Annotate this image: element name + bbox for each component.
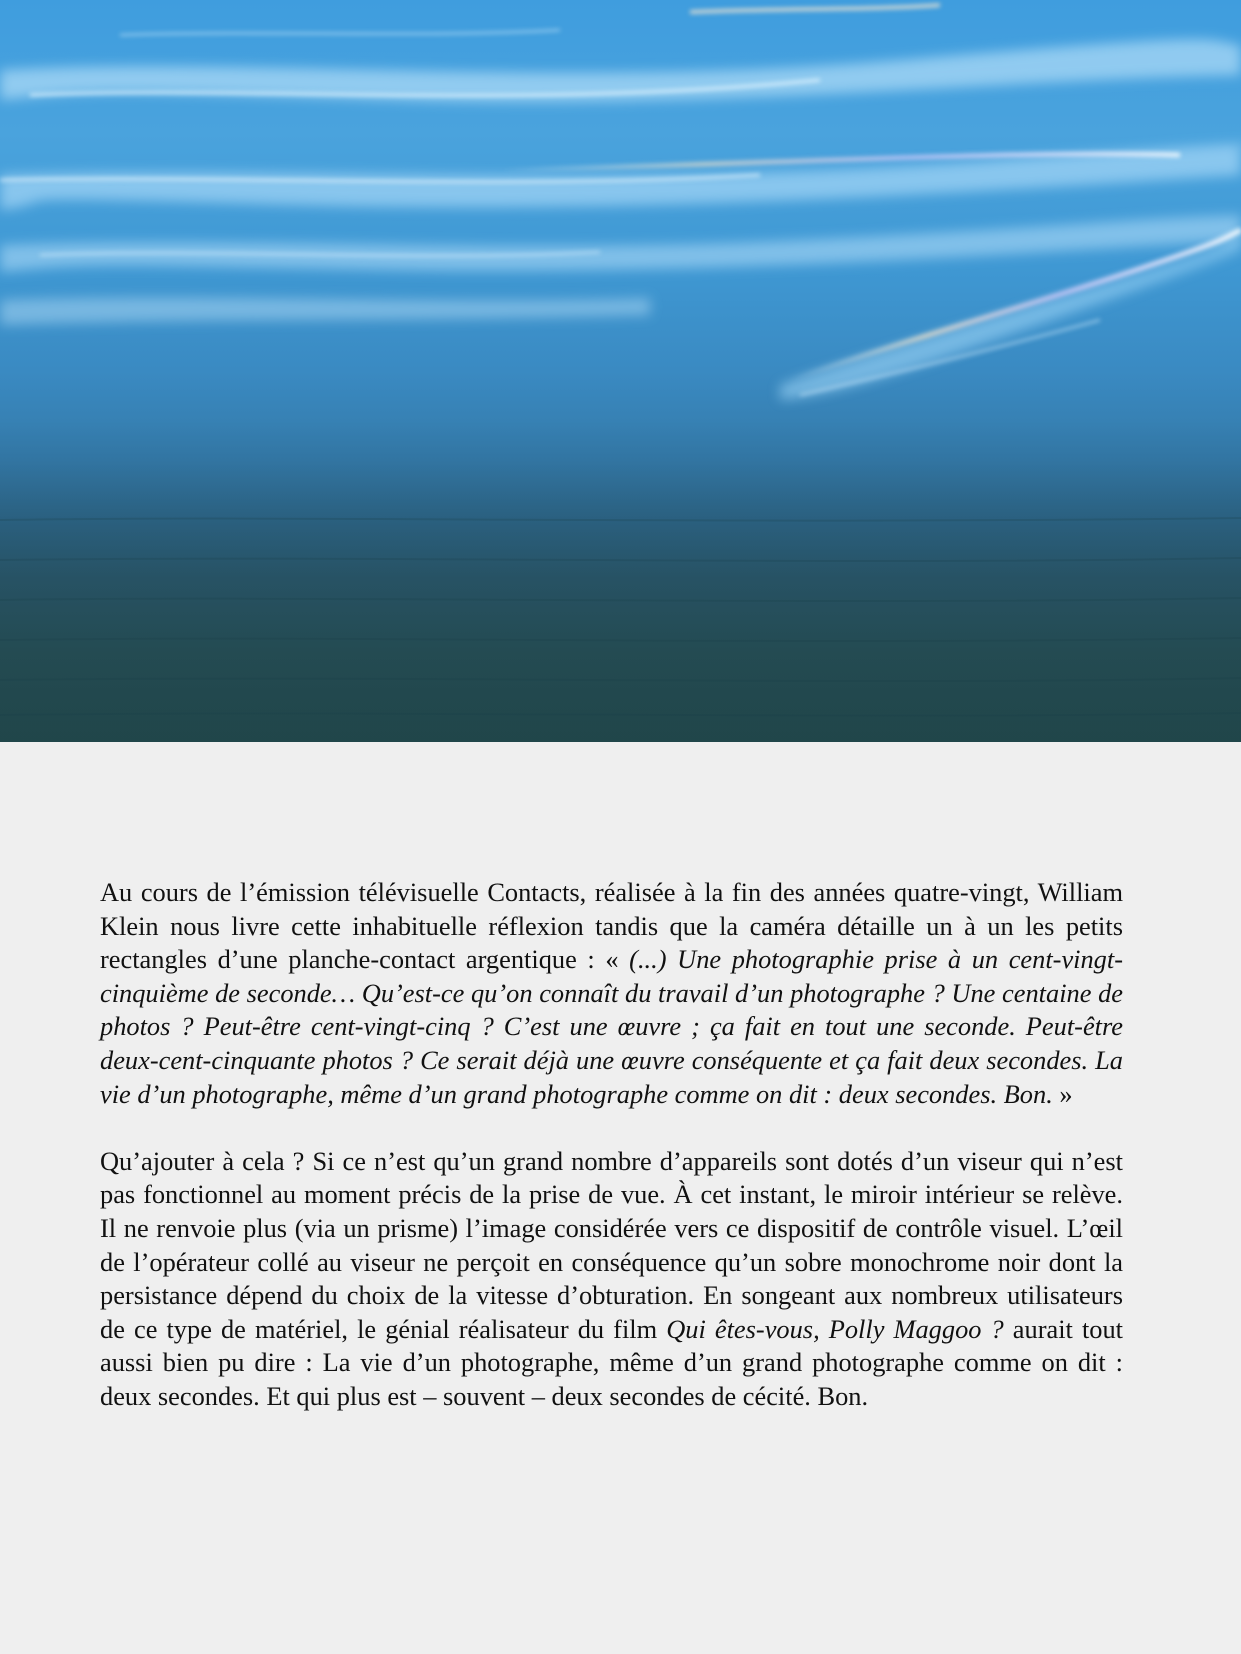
article-text <box>100 876 1123 1414</box>
paragraph-klein-quote <box>100 876 1123 1111</box>
paragraph-viewfinder <box>100 1145 1123 1414</box>
paragraph-2-tail: aurait tout aussi bien pu dire : La vie d’un photographe, même d’un grand photographe comme on dit : deux secondes. Et qui plus est – souvent – deux secondes de cécité. Bon. <box>100 1313 1124 1411</box>
sharp-light-streaks <box>0 5 1180 256</box>
paragraph-1-lead: Au cours de l’émission télévisuelle Contacts, réalisée à la fin des années quatre-vingt, William Klein nous livre cette inhabituelle réflexion tandis que la caméra détaille un à un les petits rectangles d’une planche-contact argentique : « <box>100 877 1123 975</box>
soft-light-bands <box>0 39 1241 325</box>
water-reflection-streaks <box>0 0 1241 742</box>
film-title: Qui êtes-vous, Polly Maggoo ? <box>666 1313 1004 1344</box>
klein-quote: (...) Une photographie prise à un cent-vingt-cinquième de seconde… Qu’est-ce qu’on connaît du travail d’un photographe ? Une centaine de photos ? Peut-être cent-vingt-cinq ? C’est une œuvre ; ça fait en tout une seconde. Peut-être deux-cent-cinquante photos ? Ce serait déjà une œuvre conséquente et ça fait deux secondes. La vie d’un photographe, même d’un grand photographe comme on dit : deux secondes. Bon. <box>100 944 1123 1109</box>
paragraph-2-lead: Qu’ajouter à cela ? Si ce n’est qu’un grand nombre d’appareils sont dotés d’un viseur qui n’est pas fonctionnel au moment précis de la prise de vue. À cet instant, le miroir intérieur se relève. Il ne renvoie plus (via un prisme) l’image considérée vers ce dispositif de contrôle visuel. L’œil de l’opérateur collé au viseur ne perçoit en conséquence qu’un sobre monochrome noir dont la persistance dépend du choix de la vitesse d’obturation. En songeant aux nombreux utilisateurs de ce type de matériel, le génial réalisateur du film <box>100 1145 1123 1344</box>
quote-close: » <box>1052 1078 1073 1109</box>
water-photograph <box>0 0 1241 742</box>
